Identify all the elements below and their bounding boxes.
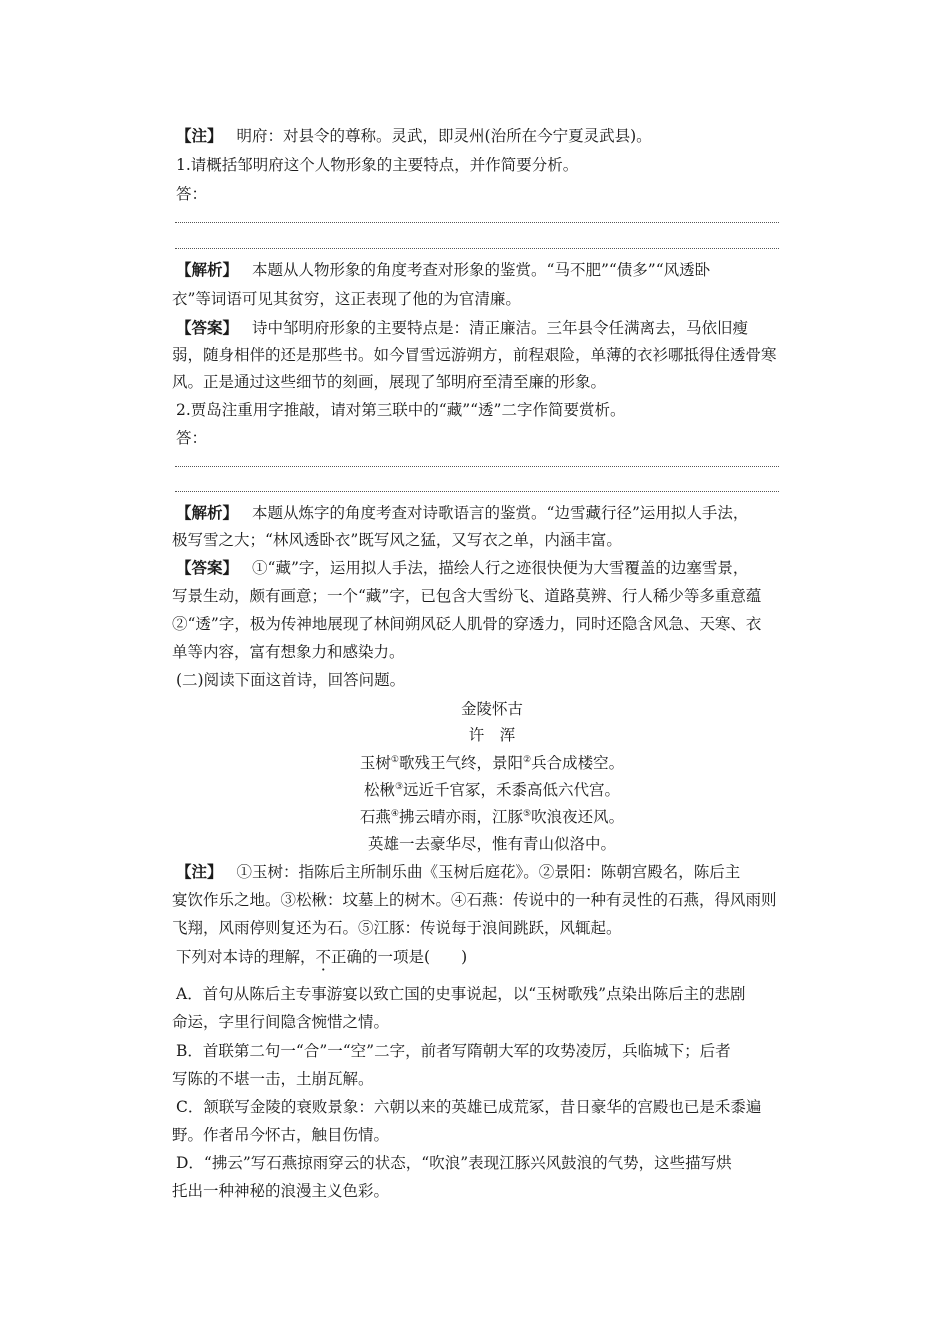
- analysis-line: [172, 501, 816, 523]
- option-a-cont: 命运，字里行间隐含惋惜之情。: [172, 1013, 390, 1031]
- poem-line: 松楸③远近千官冢，禾黍高低六代宫。: [363, 781, 621, 799]
- answer-line: [172, 556, 816, 578]
- note-tag: 【注】: [176, 862, 223, 881]
- option-a[interactable]: A．首句从陈后主专事游宴以致亡国的史事说起，以“玉树歌残”点染出陈后主的悲剧: [176, 985, 746, 1003]
- answer-line: ②“透”字，极为传神地展现了林间朔风砭人肌骨的穿透力，同时还隐含风急、天寒、衣: [172, 615, 762, 633]
- analysis-line: 极写雪之大；“林风透卧衣”既写风之猛，又写衣之单，内涵丰富。: [172, 531, 622, 549]
- analysis-line: 衣”等词语可见其贫穷，这正表现了他的为官清廉。: [172, 290, 521, 308]
- answer-text: ①“藏”字，运用拟人手法，描绘人行之迹很快便为大雪覆盖的边塞雪景，: [252, 559, 749, 577]
- option-c[interactable]: C．颔联写金陵的衰败景象：六朝以来的英雄已成荒冢，昔日豪华的宫殿也已是禾黍遍: [176, 1098, 762, 1116]
- answer-tag: 【答案】: [176, 318, 239, 337]
- answer-line: 风。正是通过这些细节的刻画，展现了邹明府至清至廉的形象。: [172, 373, 607, 391]
- note-tag: 【注】: [176, 126, 223, 145]
- note-line: 宴饮作乐之地。③松楸：坟墓上的树木。④石燕：传说中的一种有灵性的石燕，得风雨则: [172, 891, 777, 909]
- note-line: [172, 860, 816, 882]
- answer-line: 弱，随身相伴的还是那些书。如今冒雪远游朔方，前程艰险，单薄的衣衫哪抵得住透骨寒: [172, 346, 777, 364]
- option-b-cont: 写陈的不堪一击，土崩瓦解。: [172, 1070, 374, 1088]
- emphasis-mark: 不: [315, 948, 332, 966]
- poem-line: 玉树①歌残王气终，景阳②兵合成楼空。: [359, 754, 625, 772]
- answer-line: [172, 316, 816, 338]
- note-line: [172, 124, 816, 146]
- poem-line: 英雄一去豪华尽，惟有青山似洛中。: [367, 835, 616, 853]
- section-heading: (二)阅读下面这首诗，回答问题。: [176, 671, 406, 689]
- analysis-line: [172, 258, 816, 280]
- answer-line: 写景生动，颇有画意；一个“藏”字，已包含大雪纷飞、道路莫辨、行人稀少等多重意蕴: [172, 587, 762, 605]
- analysis-tag: 【解析】: [176, 503, 239, 522]
- answer-blank-line[interactable]: [175, 491, 779, 492]
- option-d[interactable]: D．“拂云”写石燕掠雨穿云的状态，“吹浪”表现江豚兴风鼓浪的气势，这些描写烘: [176, 1154, 732, 1172]
- answer-label: 答：: [176, 185, 208, 203]
- poem-author: 许 浑: [468, 726, 516, 744]
- note-text: 明府：对县令的尊称。灵武，即灵州(治所在今宁夏灵武县)。: [236, 127, 652, 145]
- note-line: 飞翔，风雨停则复还为石。⑤江豚：传说每于浪间跳跃，风辄起。: [172, 919, 622, 937]
- answer-label: 答：: [176, 429, 208, 447]
- poem-line: 石燕④拂云晴亦雨，江豚⑤吹浪夜还风。: [359, 808, 625, 826]
- analysis-text: 本题从人物形象的角度考查对形象的鉴赏。“马不肥”“债多”“风透卧: [252, 261, 711, 279]
- analysis-tag: 【解析】: [176, 260, 239, 279]
- question-3: 下列对本诗的理解，不正确的一项是( ): [176, 948, 468, 966]
- answer-tag: 【答案】: [176, 558, 239, 577]
- option-c-cont: 野。作者吊今怀古，触目伤情。: [172, 1126, 390, 1144]
- answer-blank-line[interactable]: [175, 222, 779, 223]
- question-1: 1.请概括邹明府这个人物形象的主要特点，并作简要分析。: [176, 156, 579, 174]
- answer-text: 诗中邹明府形象的主要特点是：清正廉洁。三年县令任满离去，马依旧瘦: [252, 319, 749, 337]
- question-2: 2.贾岛注重用字推敲，请对第三联中的“藏”“透”二字作简要赏析。: [176, 401, 626, 419]
- answer-blank-line[interactable]: [175, 466, 779, 467]
- poem-title: 金陵怀古: [460, 700, 523, 718]
- option-b[interactable]: B．首联第二句一“合”一“空”二字，前者写隋朝大军的攻势凌厉，兵临城下；后者: [176, 1042, 731, 1060]
- analysis-text: 本题从炼字的角度考查对诗歌语言的鉴赏。“边雪藏行径”运用拟人手法，: [252, 504, 749, 522]
- answer-blank-line[interactable]: [175, 248, 779, 249]
- option-d-cont: 托出一种神秘的浪漫主义色彩。: [172, 1182, 390, 1200]
- note-text: ①玉树：指陈后主所制乐曲《玉树后庭花》。②景阳：陈朝宫殿名，陈后主: [236, 863, 741, 881]
- answer-line: 单等内容，富有想象力和感染力。: [172, 643, 405, 661]
